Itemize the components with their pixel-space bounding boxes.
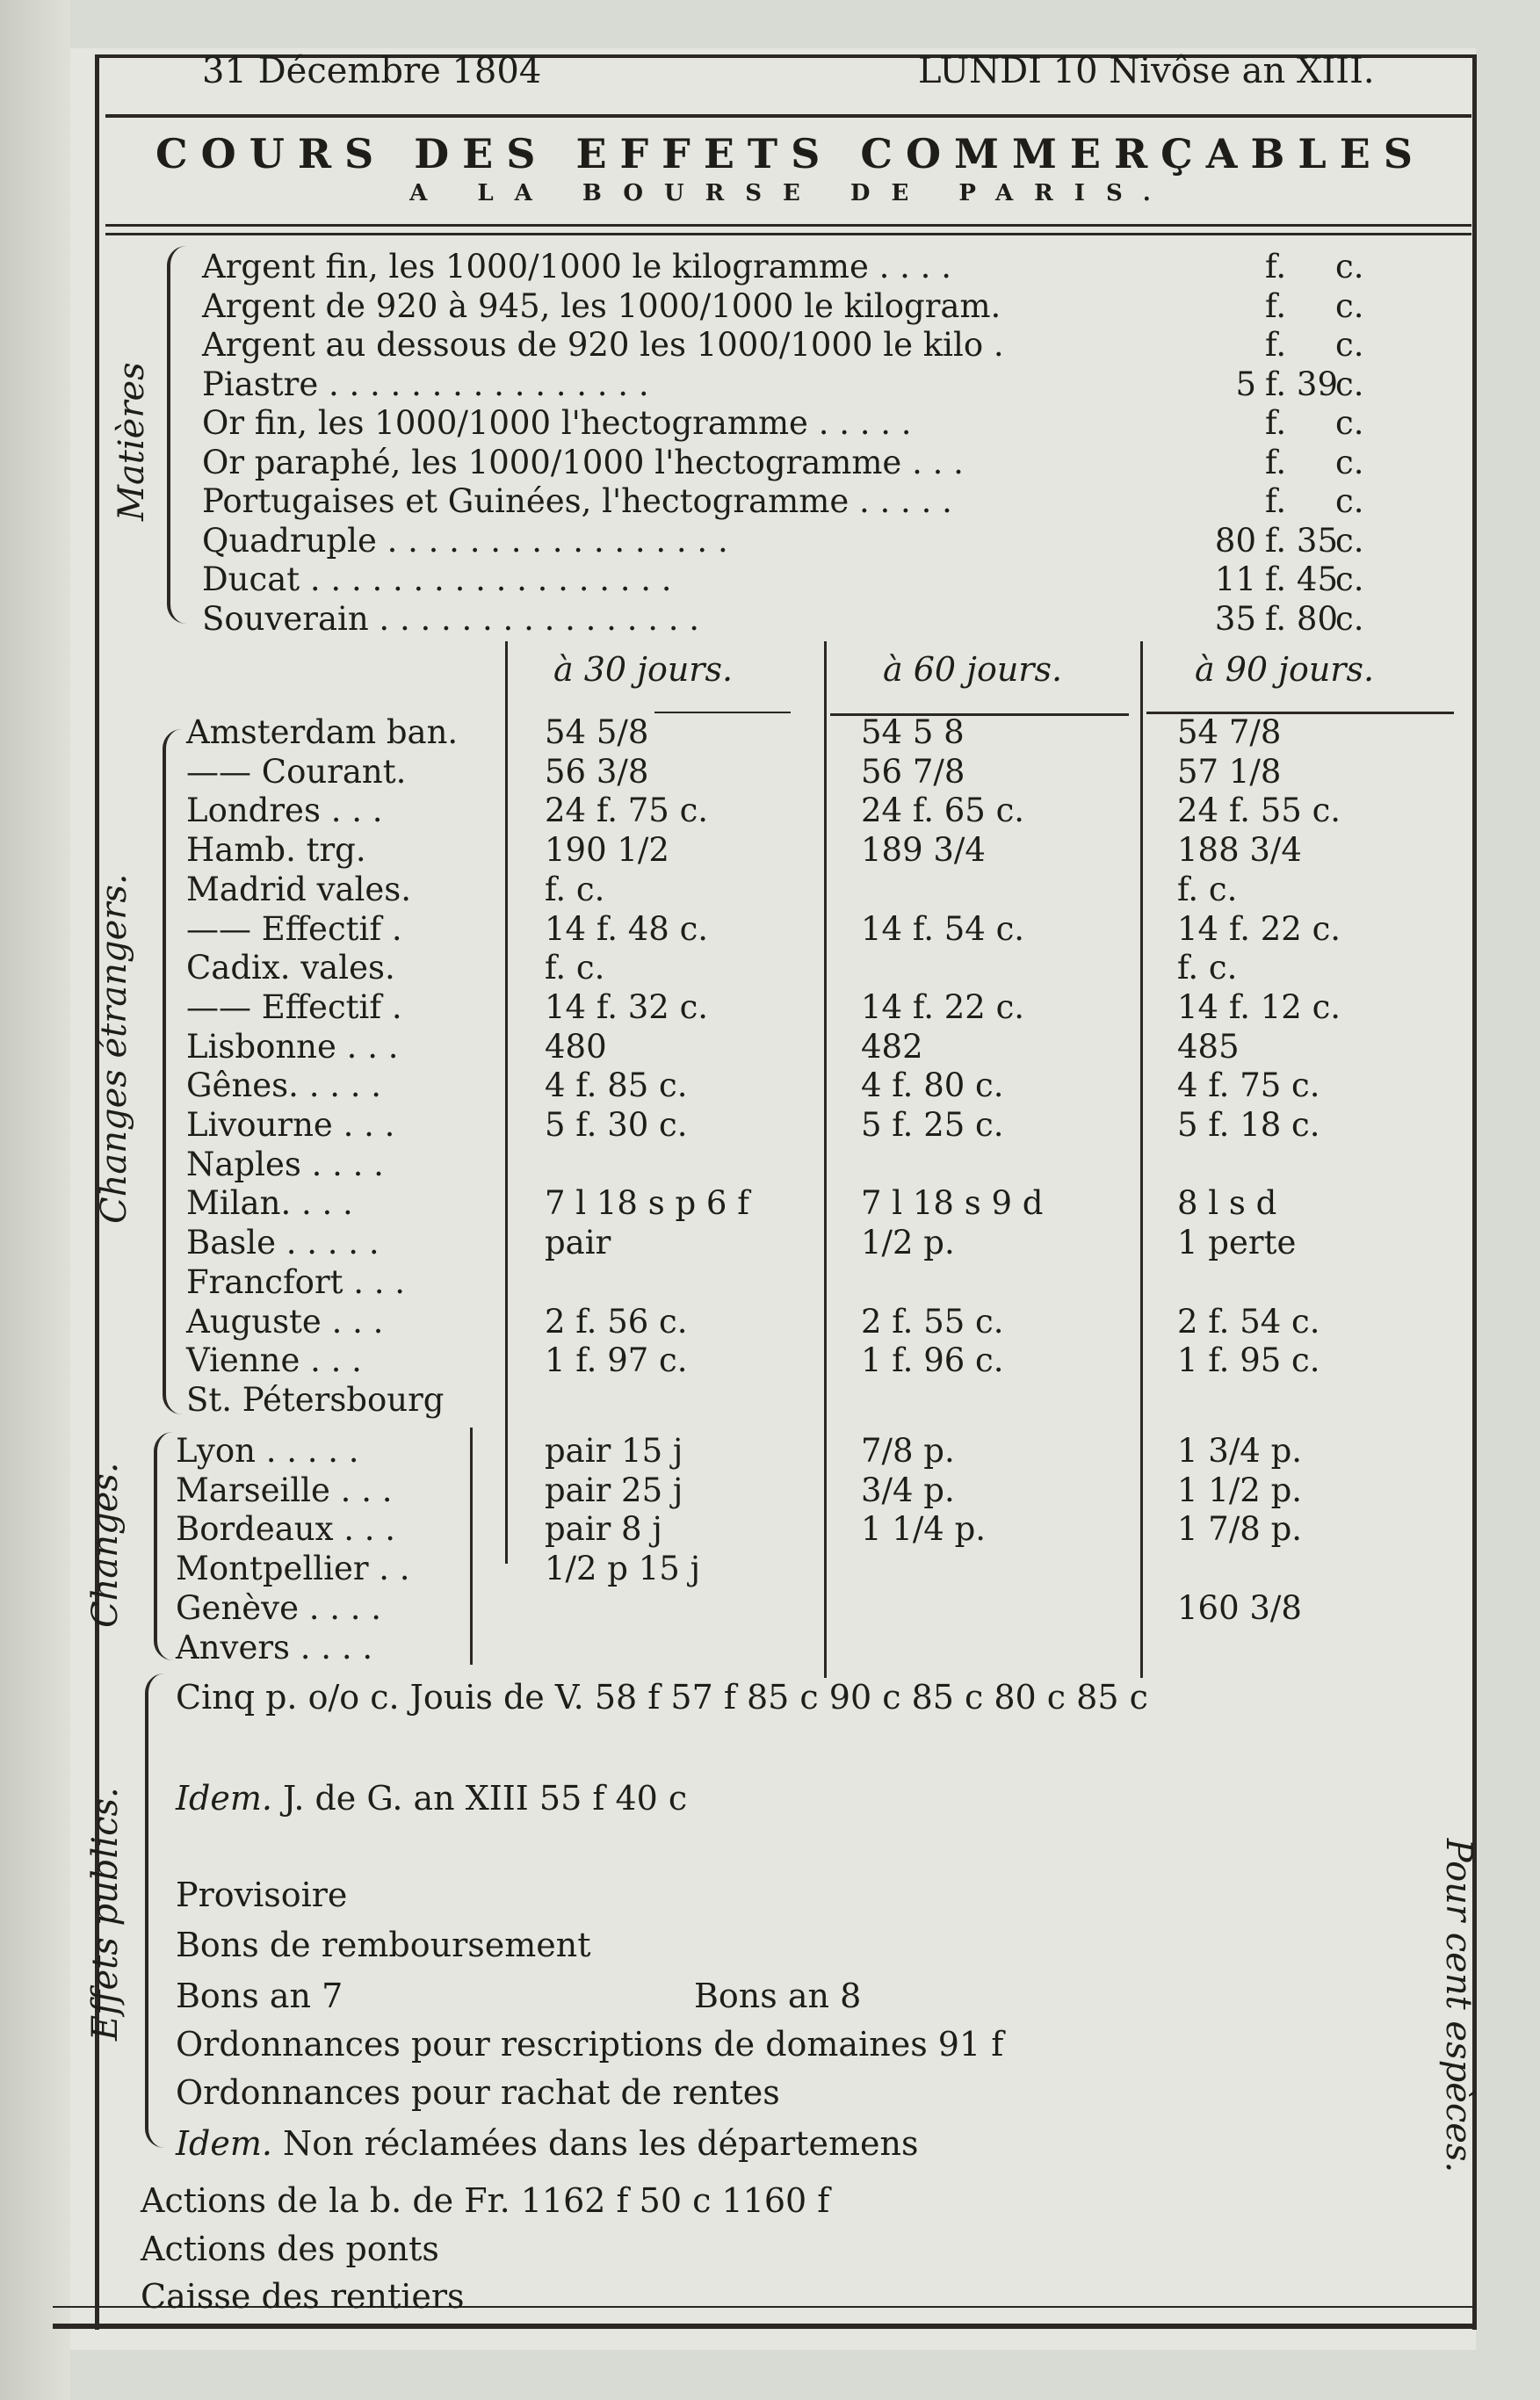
value-30-jours: 4 f. 85 c. bbox=[545, 1066, 688, 1105]
changes-row bbox=[0, 1629, 1476, 1667]
row-label: Marseille . . . bbox=[176, 1471, 393, 1509]
matieres-row-centimes: c. bbox=[1335, 599, 1364, 638]
matieres-row-centimes: c. bbox=[1335, 286, 1364, 325]
value-30-jours: pair 8 j bbox=[545, 1510, 662, 1549]
section-label-changes: Changes. bbox=[85, 1462, 126, 1628]
section-label-effets-publics: Effets publics. bbox=[85, 1787, 126, 2041]
matieres-row-centimes: c. bbox=[1335, 521, 1364, 560]
idem-label: Idem. bbox=[176, 1779, 272, 1818]
value-90-jours: 1 7/8 p. bbox=[1177, 1510, 1303, 1549]
matieres-row-centimes: c. bbox=[1335, 482, 1364, 520]
section-label-matieres: Matières bbox=[112, 362, 152, 521]
matieres-row-francs: f. bbox=[1265, 286, 1287, 325]
matieres-row-francs: f. bbox=[1265, 482, 1287, 520]
matieres-row-francs: f. 80 bbox=[1265, 599, 1338, 638]
section-label-changes-etrangers: Changes étrangers. bbox=[94, 873, 134, 1224]
title-rule-2 bbox=[105, 233, 1471, 235]
row-label: Lisbonne . . . bbox=[186, 1027, 399, 1066]
matieres-row-centimes: c. bbox=[1335, 443, 1364, 481]
matieres-row-label: Or fin, les 1000/1000 l'hectogramme . . . . . bbox=[202, 404, 912, 442]
row-label: Hamb. trg. bbox=[186, 831, 366, 870]
value-60-jours: 7/8 p. bbox=[861, 1432, 955, 1470]
matieres-row-centimes: c. bbox=[1335, 404, 1364, 442]
actions-des-ponts: Actions des ponts bbox=[141, 2230, 439, 2268]
row-label: Milan. . . . bbox=[186, 1184, 353, 1223]
row-label: Livourne . . . bbox=[186, 1106, 395, 1144]
effets-line-bons-remboursement: Bons de remboursement bbox=[176, 1926, 591, 1964]
matieres-row bbox=[202, 482, 1414, 521]
effets-line-bons-an-8: Bons an 8 bbox=[694, 1977, 862, 2015]
value-30-jours: 54 5/8 bbox=[545, 713, 649, 751]
idem-jg-value: J. de G. an XIII 55 f 40 c bbox=[283, 1779, 688, 1818]
row-label: Cadix. vales. bbox=[186, 949, 395, 987]
value-90-jours: 14 f. 12 c. bbox=[1177, 987, 1341, 1026]
value-30-jours: 1/2 p 15 j bbox=[545, 1550, 701, 1588]
value-90-jours: 1 3/4 p. bbox=[1177, 1432, 1303, 1470]
changes-etrangers-row bbox=[0, 1066, 1476, 1105]
changes-etrangers-row bbox=[0, 1184, 1476, 1223]
actions-banque-de-france: Actions de la b. de Fr. 1162 f 50 c 1160 f bbox=[141, 2181, 830, 2220]
value-30-jours: f. c. bbox=[545, 870, 605, 908]
matieres-row-label: Ducat . . . . . . . . . . . . . . . . . . bbox=[202, 560, 672, 598]
matieres-row-label: Portugaises et Guinées, l'hectogramme . . . . . bbox=[202, 482, 952, 520]
effets-line-ordonnances-rescriptions: Ordonnances pour rescriptions de domaines 91 f bbox=[176, 2025, 1004, 2064]
matieres-row-label: Argent au dessous de 920 les 1000/1000 le kilo . bbox=[202, 326, 1004, 364]
matieres-row bbox=[202, 326, 1414, 365]
changes-etrangers-row bbox=[0, 1341, 1476, 1380]
effets-line-idem-non-reclamees bbox=[176, 2124, 919, 2163]
matieres-row-value: 80 bbox=[1214, 521, 1256, 560]
value-30-jours: 480 bbox=[545, 1027, 607, 1066]
value-60-jours: 189 3/4 bbox=[861, 831, 986, 870]
col-header-30: à 30 jours. bbox=[553, 650, 734, 689]
value-90-jours: 1 1/2 p. bbox=[1177, 1471, 1303, 1509]
title-rule-1 bbox=[105, 224, 1471, 227]
row-label: Francfort . . . bbox=[186, 1262, 406, 1301]
value-30-jours: 2 f. 56 c. bbox=[545, 1302, 688, 1341]
matieres-row-label: Or paraphé, les 1000/1000 l'hectogramme . . . bbox=[202, 443, 964, 481]
matieres-row bbox=[202, 287, 1414, 326]
row-label: Naples . . . . bbox=[186, 1145, 384, 1183]
row-label: Gênes. . . . . bbox=[186, 1066, 382, 1105]
value-90-jours: 485 bbox=[1177, 1027, 1240, 1066]
col-header-90: à 90 jours. bbox=[1195, 650, 1375, 689]
value-30-jours: pair 15 j bbox=[545, 1432, 683, 1470]
side-note-pour-cent-especes: Pour cent espèces. bbox=[1438, 1838, 1479, 2173]
idem-label-2: Idem. bbox=[176, 2124, 272, 2163]
value-30-jours: pair bbox=[545, 1224, 611, 1262]
changes-etrangers-row bbox=[0, 949, 1476, 987]
changes-etrangers-row bbox=[0, 1381, 1476, 1420]
matieres-row-value: 35 bbox=[1214, 599, 1256, 638]
value-90-jours: 8 l s d bbox=[1177, 1184, 1277, 1223]
effets-line-idem-jg bbox=[176, 1779, 687, 1818]
value-90-jours: 24 f. 55 c. bbox=[1177, 792, 1341, 830]
changes-etrangers-row bbox=[0, 1028, 1476, 1066]
value-60-jours: 3/4 p. bbox=[861, 1471, 955, 1509]
value-60-jours: 1/2 p. bbox=[861, 1224, 955, 1262]
brace-effets-publics bbox=[145, 1673, 164, 2148]
value-60-jours: 1 f. 96 c. bbox=[861, 1341, 1004, 1380]
row-label: Madrid vales. bbox=[186, 870, 412, 908]
page-subtitle: A LA BOURSE DE PARIS. bbox=[409, 180, 1172, 206]
value-60-jours: 7 l 18 s 9 d bbox=[861, 1184, 1044, 1223]
date-republican: LUNDI 10 Nivôse an XIII. bbox=[918, 51, 1375, 91]
value-90-jours: 5 f. 18 c. bbox=[1177, 1106, 1320, 1144]
matieres-row-francs: f. 35 bbox=[1265, 521, 1338, 560]
matieres-row-francs: f. bbox=[1265, 404, 1287, 442]
matieres-row-centimes: c. bbox=[1335, 560, 1364, 598]
value-90-jours: f. c. bbox=[1177, 870, 1238, 908]
changes-row bbox=[0, 1432, 1476, 1471]
non-reclamees-text: Non réclamées dans les départemens bbox=[283, 2124, 919, 2163]
changes-etrangers-row bbox=[0, 713, 1476, 752]
matieres-row bbox=[202, 600, 1414, 639]
changes-row bbox=[0, 1550, 1476, 1588]
value-30-jours: 1 f. 97 c. bbox=[545, 1341, 688, 1380]
header-rule bbox=[105, 114, 1471, 118]
changes-etrangers-row bbox=[0, 871, 1476, 909]
matieres-row-francs: f. bbox=[1265, 443, 1287, 481]
row-label: Genève . . . . bbox=[176, 1588, 382, 1627]
matieres-row-francs: f. bbox=[1265, 326, 1287, 364]
brace-matieres bbox=[167, 246, 186, 624]
effets-line-cinq-pour-cent: Cinq p. o/o c. Jouis de V. 58 f 57 f 85 c 90 c 85 c 80 c 85 c bbox=[176, 1678, 1148, 1717]
date-gregorian: 31 Décembre 1804 bbox=[202, 51, 542, 91]
changes-row bbox=[0, 1510, 1476, 1549]
value-60-jours: 2 f. 55 c. bbox=[861, 1302, 1004, 1341]
value-90-jours: 1 f. 95 c. bbox=[1177, 1341, 1320, 1380]
frame-bottom bbox=[53, 2324, 1477, 2329]
value-90-jours: 14 f. 22 c. bbox=[1177, 909, 1341, 948]
changes-etrangers-row bbox=[0, 1224, 1476, 1262]
value-30-jours: 190 1/2 bbox=[545, 831, 669, 870]
matieres-row-value: 11 bbox=[1214, 560, 1256, 598]
value-30-jours: 24 f. 75 c. bbox=[545, 792, 709, 830]
value-90-jours: 1 perte bbox=[1177, 1224, 1297, 1262]
row-label: Basle . . . . . bbox=[186, 1224, 380, 1262]
matieres-row-francs: f. 39 bbox=[1265, 365, 1338, 403]
value-60-jours: 54 5 8 bbox=[861, 713, 965, 751]
row-label: Anvers . . . . bbox=[176, 1628, 373, 1666]
changes-row bbox=[0, 1589, 1476, 1628]
value-60-jours: 5 f. 25 c. bbox=[861, 1106, 1004, 1144]
value-90-jours: 160 3/8 bbox=[1177, 1588, 1302, 1627]
matieres-row bbox=[202, 404, 1414, 443]
value-90-jours: 4 f. 75 c. bbox=[1177, 1066, 1320, 1105]
value-60-jours: 56 7/8 bbox=[861, 752, 965, 791]
matieres-row bbox=[202, 444, 1414, 482]
changes-row bbox=[0, 1471, 1476, 1510]
changes-etrangers-row bbox=[0, 1303, 1476, 1341]
row-label: Vienne . . . bbox=[186, 1341, 362, 1380]
effets-line-ordonnances-rachat: Ordonnances pour rachat de rentes bbox=[176, 2073, 780, 2112]
value-60-jours: 4 f. 80 c. bbox=[861, 1066, 1004, 1105]
row-label: —— Effectif . bbox=[186, 909, 402, 948]
matieres-row-label: Argent de 920 à 945, les 1000/1000 le kilogram. bbox=[202, 286, 1001, 325]
page-title: COURS DES EFFETS COMMERÇABLES bbox=[155, 130, 1426, 177]
changes-etrangers-row bbox=[0, 1263, 1476, 1302]
matieres-row-label: Quadruple . . . . . . . . . . . . . . . . . bbox=[202, 521, 728, 560]
matieres-row bbox=[202, 248, 1414, 286]
changes-etrangers-row bbox=[0, 831, 1476, 870]
value-30-jours: 56 3/8 bbox=[545, 752, 649, 791]
matieres-row-value: 5 bbox=[1235, 365, 1256, 403]
row-label: Lyon . . . . . bbox=[176, 1432, 359, 1470]
value-60-jours: 1 1/4 p. bbox=[861, 1510, 987, 1549]
matieres-row-centimes: c. bbox=[1335, 326, 1364, 364]
matieres-row bbox=[202, 522, 1414, 560]
changes-etrangers-row bbox=[0, 792, 1476, 830]
value-30-jours: f. c. bbox=[545, 949, 605, 987]
value-60-jours: 24 f. 65 c. bbox=[861, 792, 1025, 830]
matieres-row bbox=[202, 560, 1414, 599]
col-header-60: à 60 jours. bbox=[883, 650, 1063, 689]
value-30-jours: 14 f. 48 c. bbox=[545, 909, 709, 948]
matieres-row-label: Souverain . . . . . . . . . . . . . . . . bbox=[202, 599, 700, 638]
row-label: Auguste . . . bbox=[186, 1302, 384, 1341]
row-label: Londres . . . bbox=[186, 792, 383, 830]
effets-line-bons-an-7: Bons an 7 bbox=[176, 1977, 343, 2015]
changes-etrangers-row bbox=[0, 1106, 1476, 1145]
matieres-row-centimes: c. bbox=[1335, 365, 1364, 403]
changes-etrangers-row bbox=[0, 753, 1476, 792]
value-90-jours: 188 3/4 bbox=[1177, 831, 1302, 870]
value-60-jours: 14 f. 22 c. bbox=[861, 987, 1025, 1026]
value-60-jours: 482 bbox=[861, 1027, 923, 1066]
value-30-jours: 7 l 18 s p 6 f bbox=[545, 1184, 749, 1223]
row-label: St. Pétersbourg bbox=[186, 1380, 445, 1419]
value-90-jours: f. c. bbox=[1177, 949, 1238, 987]
value-30-jours: 5 f. 30 c. bbox=[545, 1106, 688, 1144]
matieres-row-label: Piastre . . . . . . . . . . . . . . . . bbox=[202, 365, 649, 403]
changes-etrangers-row bbox=[0, 988, 1476, 1027]
value-60-jours: 14 f. 54 c. bbox=[861, 909, 1025, 948]
row-label: Montpellier . . bbox=[176, 1550, 410, 1588]
changes-etrangers-row bbox=[0, 910, 1476, 949]
value-90-jours: 57 1/8 bbox=[1177, 752, 1282, 791]
value-90-jours: 2 f. 54 c. bbox=[1177, 1302, 1320, 1341]
matieres-row-francs: f. 45 bbox=[1265, 560, 1338, 598]
matieres-row-centimes: c. bbox=[1335, 248, 1364, 286]
value-90-jours: 54 7/8 bbox=[1177, 713, 1282, 751]
effets-line-provisoire: Provisoire bbox=[176, 1876, 348, 1914]
matieres-row-francs: f. bbox=[1265, 248, 1287, 286]
changes-etrangers-row bbox=[0, 1146, 1476, 1184]
row-label: —— Effectif . bbox=[186, 987, 402, 1026]
row-label: Bordeaux . . . bbox=[176, 1510, 396, 1549]
value-30-jours: 14 f. 32 c. bbox=[545, 987, 709, 1026]
row-label: —— Courant. bbox=[186, 752, 407, 791]
matieres-row bbox=[202, 365, 1414, 404]
caisse-des-rentiers: Caisse des rentiers bbox=[141, 2277, 465, 2316]
row-label: Amsterdam ban. bbox=[186, 713, 459, 751]
matieres-row-label: Argent fin, les 1000/1000 le kilogramme . . . . bbox=[202, 248, 951, 286]
value-30-jours: pair 25 j bbox=[545, 1471, 683, 1509]
